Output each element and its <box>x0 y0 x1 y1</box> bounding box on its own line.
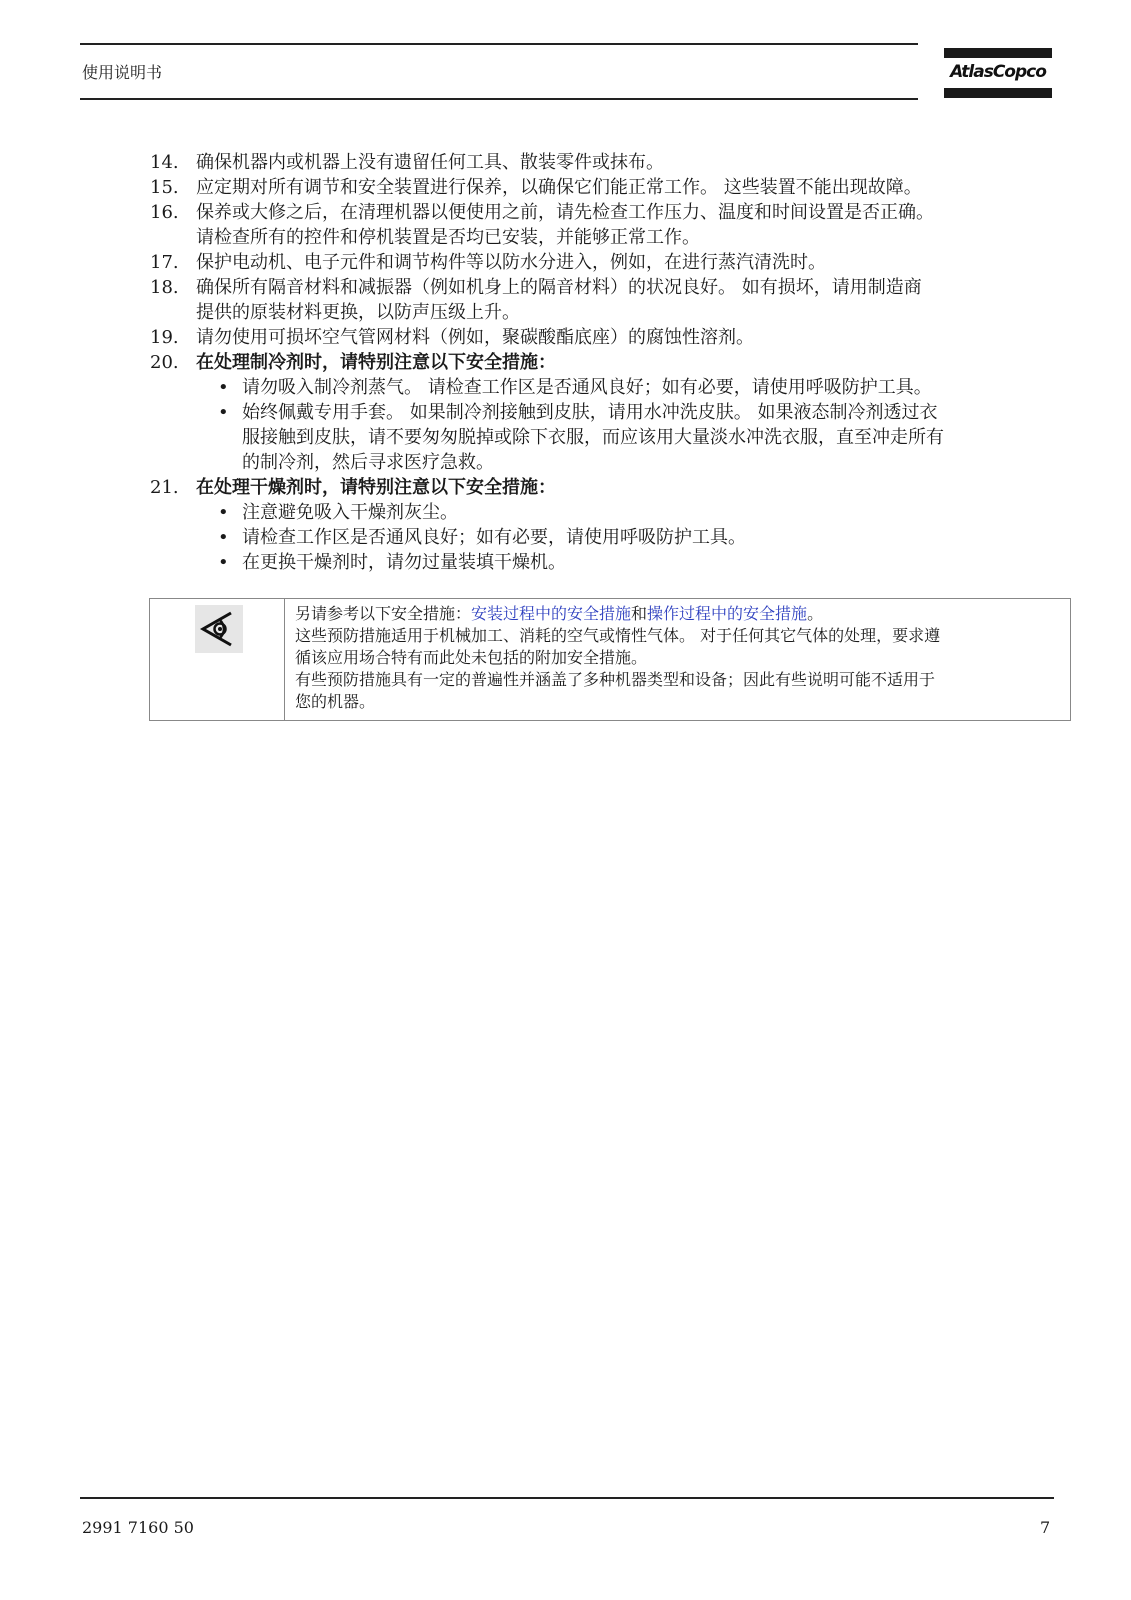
footer-rule <box>80 1497 1054 1499</box>
document-number: 2991 7160 50 <box>82 1518 194 1537</box>
bullet-item <box>196 375 1060 400</box>
item-text: 请检查所有的控件和停机装置是否均已安装，并能够正常工作。 <box>196 227 700 248</box>
item-text: 保护电动机、电子元件和调节构件等以防水分进入，例如，在进行蒸汽清洗时。 <box>196 252 826 273</box>
bullet-icon: • <box>218 502 229 523</box>
list-item-desiccant <box>150 475 1060 500</box>
bullet-item <box>196 400 1060 475</box>
item-heading: 在处理干燥剂时，请特别注意以下安全措施： <box>196 477 556 498</box>
list-item <box>150 275 1060 325</box>
bullet-item <box>196 500 1060 525</box>
item-number: 16. <box>150 202 179 223</box>
bullet-item <box>196 550 1060 575</box>
note-prefix: 另请参考以下安全措施： <box>295 604 472 623</box>
note-body <box>285 599 1070 720</box>
item-text: 确保机器内或机器上没有遗留任何工具、散装零件或抹布。 <box>196 152 664 173</box>
desiccant-bullets <box>150 500 1060 575</box>
eye-icon <box>195 605 243 653</box>
item-text: 提供的原装材料更换，以防声压级上升。 <box>196 302 520 323</box>
item-number: 19. <box>150 327 179 348</box>
note-line: 有些预防措施具有一定的普遍性并涵盖了多种机器类型和设备；因此有些说明可能不适用于 <box>295 670 936 689</box>
page-number: 7 <box>1040 1518 1051 1537</box>
atlas-copco-logo <box>944 48 1052 100</box>
header-rule-top <box>80 43 918 45</box>
info-note <box>149 598 1071 721</box>
bullet-text: 在更换干燥剂时，请勿过量装填干燥机。 <box>242 552 566 573</box>
item-number: 17. <box>150 252 179 273</box>
document-title: 使用说明书 <box>82 63 163 82</box>
bullet-icon: • <box>218 402 229 423</box>
bullet-text: 请勿吸入制冷剂蒸气。 请检查工作区是否通风良好；如有必要，请使用呼吸防护工具。 <box>242 377 932 398</box>
note-line: 循该应用场合特有而此处未包括的附加安全措施。 <box>295 648 648 667</box>
list-item <box>150 250 1060 275</box>
item-text: 保养或大修之后，在清理机器以便使用之前，请先检查工作压力、温度和时间设置是否正确。 <box>196 202 934 223</box>
list-item <box>150 200 1060 250</box>
item-number: 20. <box>150 352 179 373</box>
refrigerant-bullets <box>150 375 1060 475</box>
link-operation-safety[interactable]: 操作过程中的安全措施 <box>647 604 808 623</box>
item-number: 14. <box>150 152 179 173</box>
note-line: 这些预防措施适用于机械加工、消耗的空气或惰性气体。 对于任何其它气体的处理，要求遵 <box>295 626 941 645</box>
item-number: 15. <box>150 177 179 198</box>
bullet-text: 注意避免吸入干燥剂灰尘。 <box>242 502 458 523</box>
item-text: 确保所有隔音材料和减振器（例如机身上的隔音材料）的状况良好。 如有损坏，请用制造商 <box>196 277 922 298</box>
note-conjunction: 和 <box>631 604 648 623</box>
bullet-text: 的制冷剂，然后寻求医疗急救。 <box>242 452 494 473</box>
list-item <box>150 325 1060 350</box>
note-suffix: 。 <box>807 604 824 623</box>
list-item <box>150 175 1060 200</box>
bullet-icon: • <box>218 527 229 548</box>
item-number: 18. <box>150 277 179 298</box>
item-text: 应定期对所有调节和安全装置进行保养，以确保它们能正常工作。 这些装置不能出现故障。 <box>196 177 922 198</box>
bullet-text: 始终佩戴专用手套。 如果制冷剂接触到皮肤，请用水冲洗皮肤。 如果液态制冷剂透过衣 <box>242 402 938 423</box>
list-item <box>150 150 1060 175</box>
note-icon-cell <box>150 599 285 720</box>
logo-wordmark: AtlasCopco <box>950 62 1046 82</box>
bullet-text: 请检查工作区是否通风良好；如有必要，请使用呼吸防护工具。 <box>242 527 746 548</box>
safety-list <box>150 150 1060 575</box>
note-line <box>295 603 1064 625</box>
item-number: 21. <box>150 477 179 498</box>
bullet-icon: • <box>218 552 229 573</box>
list-item-refrigerant <box>150 350 1060 375</box>
note-line: 您的机器。 <box>295 692 376 711</box>
bullet-icon: • <box>218 377 229 398</box>
logo-bar-top <box>944 48 1052 58</box>
item-text: 请勿使用可损坏空气管网材料（例如，聚碳酸酯底座）的腐蚀性溶剂。 <box>196 327 754 348</box>
item-heading: 在处理制冷剂时，请特别注意以下安全措施： <box>196 352 556 373</box>
link-installation-safety[interactable]: 安装过程中的安全措施 <box>471 604 632 623</box>
logo-bar-bottom <box>944 88 1052 98</box>
eye-icon-graphic <box>195 605 243 653</box>
header-rule-bottom <box>80 98 918 100</box>
bullet-text: 服接触到皮肤，请不要匆匆脱掉或除下衣服，而应该用大量淡水冲洗衣服，直至冲走所有 <box>242 427 944 448</box>
bullet-item <box>196 525 1060 550</box>
